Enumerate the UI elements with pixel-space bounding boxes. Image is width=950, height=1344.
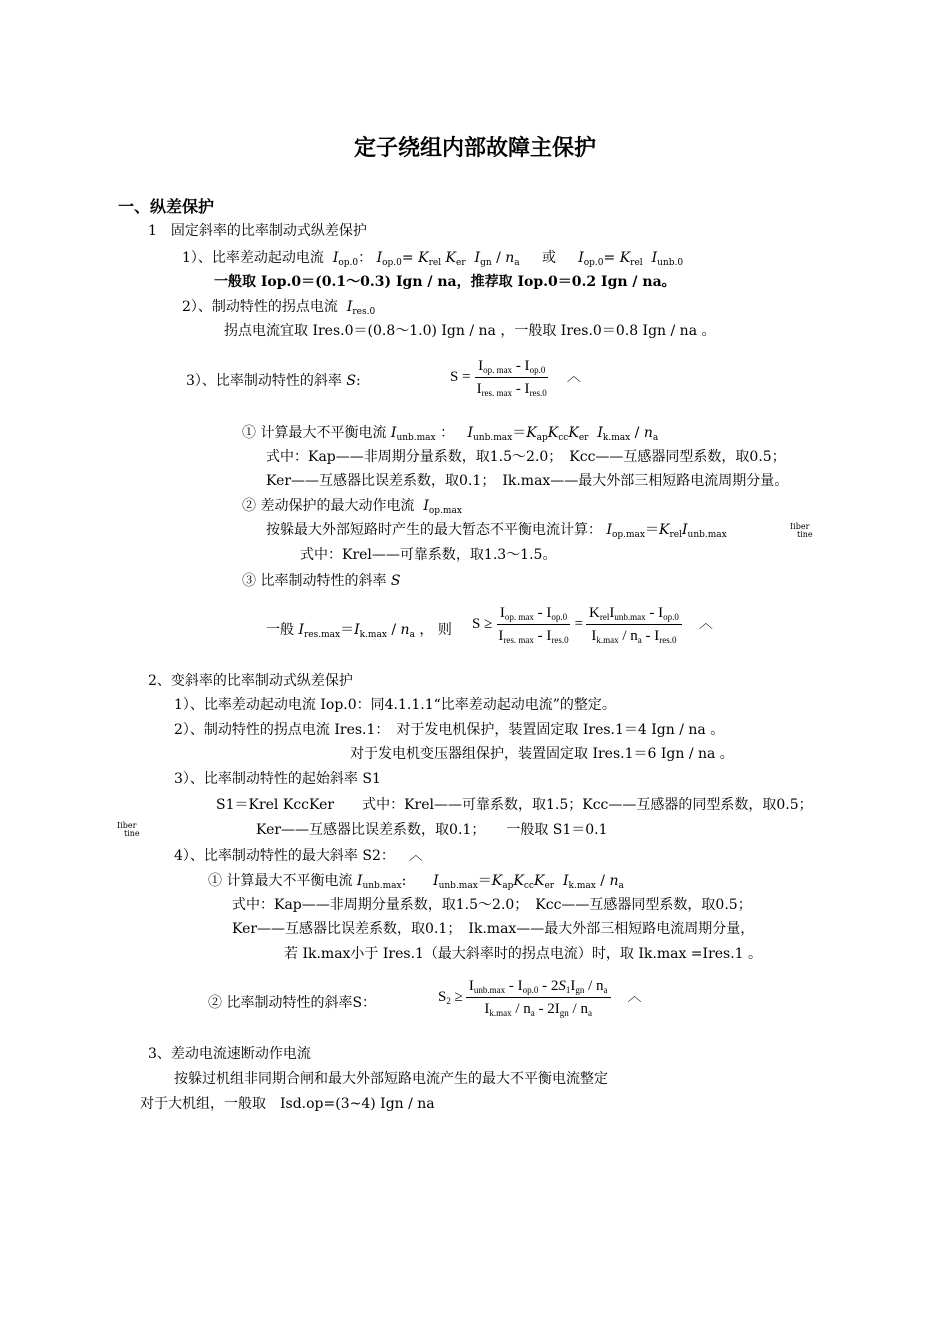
s1-c1-label: ① 计算最大不平衡电流 <box>242 425 387 441</box>
s2-c2-colon: ： <box>362 995 377 1011</box>
s1-c2-var: $I_{op.max}$ <box>423 498 462 516</box>
subsection-2-heading: 2、变斜率的比率制动式纵差保护 <box>148 673 353 689</box>
s2-c1 <box>208 872 624 890</box>
s2-c1-desc-1: 式中：Kap——非周期分量系数，取1.5～2.0； Kcc——互感器同型系数，取0.5； <box>232 897 752 913</box>
s1-c2-label: ② 差动保护的最大动作电流 <box>242 498 415 514</box>
s1-c1-desc-2: Ker——互感器比误差系数，取0.1； Ik.max——最大外部三相短路电流周期分量。 <box>266 473 789 489</box>
s1-c3-then: 则 <box>437 622 452 638</box>
s2-c1-desc-2: Ker——互感器比误差系数，取0.1； Ik.max——最大外部三相短路电流周期分量， <box>232 921 755 937</box>
page-title: 定子绕组内部故障主保护 <box>353 136 596 161</box>
s1-line-1-label: 1）、比率差动起动电流 <box>182 250 324 266</box>
s1-line-5-colon: : <box>355 373 361 389</box>
slope-formula-3: $S_2$ ≥ $\frac{I_{unb.max} - I_{op.0} - 2S_1I_{gn} / n_a}{I_{k.max} / n_a - 2I_{gn} / n_a}$ ︿ <box>438 978 642 1018</box>
s1-c3-lead <box>266 621 452 639</box>
s2-c1-formula: $I_{unb.max}$: $I_{unb.max}=K_{ap}K_{cc}K_{er}$ $I_{k.max} / n_a$ <box>356 873 624 891</box>
s2-c1-desc-3: 若 Ik.max小于 Ires.1（最大斜率时的拐点电流）时，取 Ik.max =Ires.1 。 <box>284 946 763 962</box>
s1-c3 <box>242 572 401 590</box>
caret-mark-2: ︿ <box>698 616 713 632</box>
s2-line-3: 对于发电机变压器组保护，装置固定取 Ires.1＝6 Ign / na 。 <box>350 746 734 762</box>
s1-line-3 <box>182 298 375 316</box>
s1-line-1-formula-b: $I_{op.0}= K_{rel}$ $I_{unb.0}$ <box>578 250 684 268</box>
s1-c2-desc-2: 式中：Krel——可靠系数，取1.3～1.5。 <box>300 547 557 563</box>
s2-c2-label: ② 比率制动特性的斜率S <box>208 995 363 1011</box>
s1-line-1-formula-a: $I_{op.0}$： $I_{op.0}= K_{rel}$ $K_{er}$ $I_{gn} / n_a$ <box>332 250 520 268</box>
s2-line-7 <box>174 847 423 865</box>
s1-c2-formula: $I_{op.max}=K_{rel}I_{unb.max}$ <box>606 522 727 540</box>
s1-line-2: 一般取 Iop.0＝(0.1～0.3) Ign / na，推荐取 Iop.0＝0.2 Ign / na。 <box>214 274 676 290</box>
caret-mark-4: ︿ <box>627 989 642 1005</box>
s2-line-7-text: 4）、比率制动特性的最大斜率 S2： <box>174 848 395 864</box>
s1-c2 <box>242 497 462 515</box>
s1-c3-label: ③ 比率制动特性的斜率 <box>242 573 387 589</box>
stray-mark-1b: tine <box>797 530 813 539</box>
s1-line-4: 拐点电流宜取 Ires.0＝(0.8～1.0) Ign / na ，一般取 Ires.0＝0.8 Ign / na 。 <box>224 323 716 339</box>
s1-c1 <box>242 424 658 442</box>
s2-line-4: 3）、比率制动特性的起始斜率 S1 <box>174 771 381 787</box>
s3-line-2: 对于大机组，一般取 Isd.op=(3~4) Ign / na <box>140 1096 435 1112</box>
s1-line-3-var: $I_{res.0}$ <box>346 299 376 317</box>
s2-c1-label: ① 计算最大不平衡电流 <box>208 873 353 889</box>
slope-formula-2: S ≥ $\frac{I_{op. max} - I_{op.0}}{I_{res. max} - I_{res.0}}$ = $\frac{K_{rel}I_{unb.max} - I_{op.0}}{I_{k.max} / n_a - I_{res.0}}$ ︿ <box>472 605 713 645</box>
s1-c2-desc-1 <box>266 521 727 539</box>
s2-c2 <box>208 994 376 1012</box>
s1-c3-cond: $I_{res.max}=I_{k.max} / n_a$ ， <box>298 622 434 640</box>
s1-c2-desc-1-text: 按躲最大外部短路时产生的最大暂态不平衡电流计算： <box>266 522 602 538</box>
s1-line-1-or: 或 <box>541 250 556 266</box>
s3-line-1: 按躲过机组非同期合闸和最大外部短路电流产生的最大不平衡电流整定 <box>174 1071 608 1087</box>
stray-mark-2a: Iiber <box>117 821 137 830</box>
slope-formula-1: S = $\frac{I_{op. max} - I_{op.0}}{I_{res. max} - I_{res.0}}$ ︿ <box>450 358 581 398</box>
s1-c3-general: 一般 <box>266 622 294 638</box>
s1-line-5-label: 3）、比率制动特性的斜率 <box>186 373 342 389</box>
s1-c3-var: S <box>390 573 401 589</box>
s2-line-1: 1）、比率差动起动电流 Iop.0：同4.1.1.1“比率差动起动电流”的整定。 <box>174 697 616 713</box>
s1-c1-desc-1: 式中：Kap——非周期分量系数，取1.5～2.0； Kcc——互感器同型系数，取0.5； <box>266 449 786 465</box>
stray-mark-1a: Iiber <box>790 522 810 531</box>
s2-line-6: Ker——互感器比误差系数，取0.1； 一般取 S1＝0.1 <box>256 822 608 838</box>
subsection-3-heading: 3、差动电流速断动作电流 <box>148 1046 311 1062</box>
subsection-1-heading: 1 固定斜率的比率制动式纵差保护 <box>148 223 367 239</box>
s1-line-3-label: 2）、制动特性的拐点电流 <box>182 299 338 315</box>
s1-line-5-var: S <box>346 373 356 389</box>
s2-line-5: S1＝Krel KccKer 式中：Krel——可靠系数，取1.5；Kcc——互感器的同型系数，取0.5； <box>216 797 813 813</box>
section-heading-1: 一、纵差保护 <box>118 197 215 216</box>
caret-mark-3: ︿ <box>408 848 423 864</box>
s2-line-2: 2）、制动特性的拐点电流 Ires.1： 对于发电机保护，装置固定取 Ires.1＝4 Ign / na 。 <box>174 722 725 738</box>
s1-c1-formula: $I_{unb.max}$ ： $I_{unb.max}=K_{ap}K_{cc}K_{er}$ $I_{k.max} / n_a$ <box>390 425 659 443</box>
s1-line-5 <box>186 372 361 390</box>
s1-line-1 <box>182 249 683 267</box>
stray-mark-2b: tine <box>124 829 140 838</box>
caret-mark-1: ︿ <box>566 369 581 385</box>
